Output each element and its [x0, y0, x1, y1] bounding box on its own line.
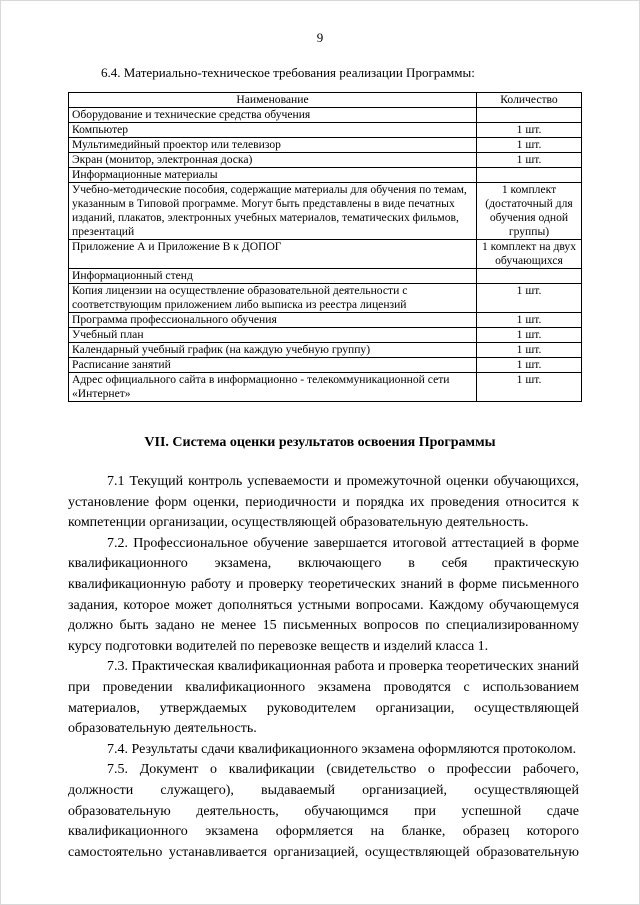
item-quantity: [477, 168, 582, 183]
column-header-name: Наименование: [69, 93, 477, 108]
paragraph-7-1: 7.1 Текущий контроль успеваемости и промежуточной оценки обучающихся, установление форм оценки, периодичности и порядка их проведения относится к компетенции организации, осуществляющей образовательную деятельность.: [68, 474, 579, 531]
item-quantity: 1 комплект (достаточный для обучения одной группы): [477, 183, 582, 240]
body-text: [68, 472, 579, 863]
table-header-row: [69, 93, 582, 108]
table-row: [69, 183, 582, 240]
item-quantity: 1 шт.: [477, 373, 582, 402]
table-row: [69, 168, 582, 183]
table-row: [69, 328, 582, 343]
page-number: 9: [316, 30, 324, 45]
table-row: [69, 269, 582, 284]
item-name: Информационные материалы: [69, 168, 477, 183]
item-name: Учебно-методические пособия, содержащие материалы для обучения по темам, указанным в Типовой программе. Могут быть представлены в виде печатных изданий, плакатов, электронных учебных материалов, тематических фильмов, презентаций: [69, 183, 477, 240]
requirements-table: [68, 92, 582, 402]
item-name: Копия лицензии на осуществление образовательной деятельности с соответствующим приложением либо выписка из реестра лицензий: [69, 284, 477, 313]
item-name: Мультимедийный проектор или телевизор: [69, 138, 477, 153]
item-quantity: 1 комплект на двух обучающихся: [477, 240, 582, 269]
item-name: Адрес официального сайта в информационно - телекоммуникационной сети «Интернет»: [69, 373, 477, 402]
table-row: [69, 153, 582, 168]
table-row: [69, 123, 582, 138]
table-row: [69, 343, 582, 358]
table-row: [69, 138, 582, 153]
table-row: [69, 373, 582, 402]
item-quantity: 1 шт.: [477, 358, 582, 373]
item-quantity: 1 шт.: [477, 153, 582, 168]
item-quantity: [477, 108, 582, 123]
item-quantity: 1 шт.: [477, 123, 582, 138]
item-name: Учебный план: [69, 328, 477, 343]
item-name: Календарный учебный график (на каждую учебную группу): [69, 343, 477, 358]
paragraph-7-3: 7.3. Практическая квалификационная работа и проверка теоретических знаний при проведении квалификационного экзамена проводятся с использованием материалов, утверждаемых руководителем организации, осуществляющей образовательную деятельность.: [68, 659, 579, 737]
section-heading: 6.4. Материально-техническое требования реализации Программы:: [101, 65, 475, 80]
item-name: Компьютер: [69, 123, 477, 138]
column-header-quantity: Количество: [477, 93, 582, 108]
item-quantity: 1 шт.: [477, 284, 582, 313]
paragraph-7-4: 7.4. Результаты сдачи квалификационного экзамена оформляются протоколом.: [107, 741, 577, 757]
item-name: Информационный стенд: [69, 269, 477, 284]
item-quantity: 1 шт.: [477, 313, 582, 328]
table-row: [69, 358, 582, 373]
paragraph-7-2: 7.2. Профессиональное обучение завершается итоговой аттестацией в форме квалификационного экзамена, включающего в себя практическую квалификационную работу и проверку теоретических знаний в форме письменного задания, которое может дополняться устными вопросами. Каждому обучающемуся должно быть задано не менее 15 письменных вопросов по специализированному курсу подготовки водителей по перевозке веществ и изделий класса 1.: [68, 535, 579, 654]
table-row: [69, 108, 582, 123]
item-name: Расписание занятий: [69, 358, 477, 373]
table-row: [69, 240, 582, 269]
item-name: Оборудование и технические средства обучения: [69, 108, 477, 123]
table-row: [69, 313, 582, 328]
item-quantity: 1 шт.: [477, 343, 582, 358]
item-quantity: 1 шт.: [477, 328, 582, 343]
item-name: Приложение А и Приложение В к ДОПОГ: [69, 240, 477, 269]
item-quantity: 1 шт.: [477, 138, 582, 153]
item-quantity: [477, 269, 582, 284]
chapter-heading: VII. Система оценки результатов освоения Программы: [144, 435, 496, 450]
paragraph-7-5: 7.5. Документ о квалификации (свидетельство о профессии рабочего, должности служащего), выдаваемый организацией, осуществляющей образовательную деятельность, обучающимся при успешной сдаче квалификационного экзамена оформляется на бланке, образец которого самостоятельно устанавливается организацией, осуществляющей образовательную: [68, 762, 579, 860]
table-row: [69, 284, 582, 313]
item-name: Экран (монитор, электронная доска): [69, 153, 477, 168]
item-name: Программа профессионального обучения: [69, 313, 477, 328]
